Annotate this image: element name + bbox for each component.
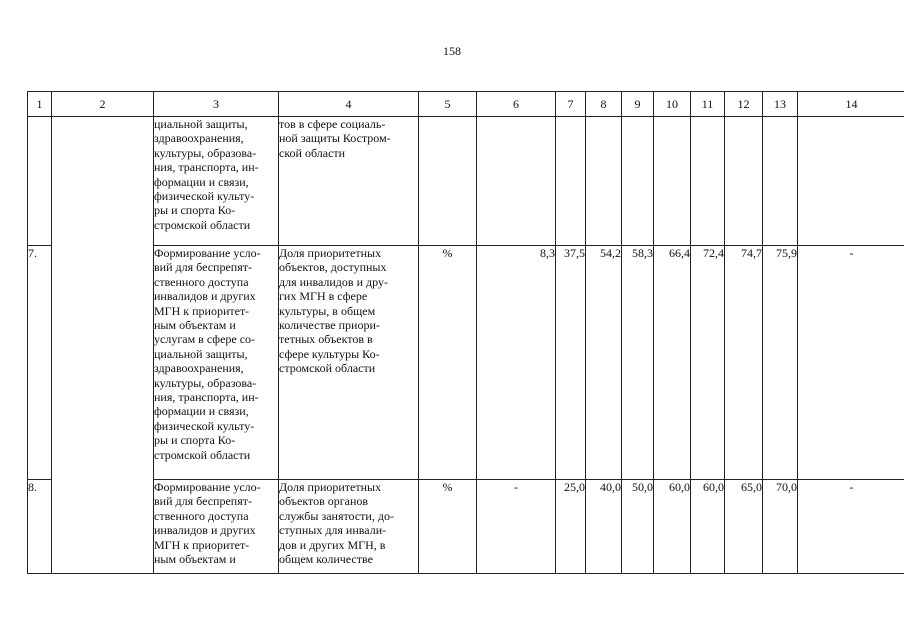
year-value-cell: 40,0 [586, 480, 622, 574]
note-cell: - [798, 480, 904, 574]
measure-line: ным объектам и [154, 552, 236, 567]
measure-line: инвалидов и других [154, 289, 256, 304]
year-value-cell: 37,5 [556, 246, 586, 480]
measure-line: стромской области [154, 447, 251, 462]
measure-line: формации и связи, [154, 174, 249, 189]
year-value-cell: 66,4 [654, 246, 691, 480]
indicator-line: тетных объектов в [279, 332, 373, 347]
row-number-cell: 7. [28, 246, 52, 480]
year-value-cell: 54,2 [586, 246, 622, 480]
indicator-line: гих МГН в сфере [279, 289, 368, 304]
indicator-line: стромской области [279, 361, 376, 376]
measure-line: Формирование усло- [154, 480, 261, 494]
indicator-line: культуры, в общем [279, 303, 376, 318]
column-header: 8 [586, 92, 622, 117]
base-value-cell [477, 117, 556, 246]
measure-line: Формирование усло- [154, 246, 261, 260]
indicator-line: тов в сфере социаль- [279, 117, 386, 131]
table-row [28, 246, 904, 480]
year-value-cell [556, 117, 586, 246]
measure-line: ры и спорта Ко- [154, 433, 236, 448]
year-value-cell: 58,3 [622, 246, 654, 480]
indicator-line: объектов органов [279, 494, 369, 509]
indicator-line: общем количестве [279, 552, 373, 567]
column-header: 5 [419, 92, 477, 117]
note-cell [798, 117, 904, 246]
year-value-cell [691, 117, 725, 246]
column-header: 12 [725, 92, 763, 117]
indicator-line: количестве приори- [279, 318, 380, 333]
note-cell: - [798, 246, 904, 480]
measure-line: ственного доступа [154, 508, 249, 523]
column-header: 7 [556, 92, 586, 117]
indicator-cell [279, 480, 419, 574]
measure-line: МГН к приоритет- [154, 303, 250, 318]
indicator-line: Доля приоритетных [279, 480, 382, 494]
year-value-cell [725, 117, 763, 246]
column-header: 6 [477, 92, 556, 117]
row-number-cell: 8. [28, 480, 52, 574]
measure-line: здравоохранения, [154, 131, 244, 146]
base-value-cell: 8,3 [477, 246, 556, 480]
measure-line: циальной защиты, [154, 346, 248, 361]
indicator-line: объектов, доступных [279, 260, 387, 275]
column-header: 9 [622, 92, 654, 117]
indicator-line: ной защиты Костром- [279, 131, 391, 146]
column-header: 3 [154, 92, 279, 117]
indicator-cell [279, 117, 419, 246]
measure-line: вий для беспрепят- [154, 260, 252, 275]
column-header: 14 [798, 92, 904, 117]
table-row [28, 117, 904, 246]
measure-line: культуры, образова- [154, 145, 257, 160]
unit-cell: % [419, 246, 477, 480]
column-header: 11 [691, 92, 725, 117]
year-value-cell: 65,0 [725, 480, 763, 574]
task-cell [52, 117, 154, 574]
indicator-line: ской области [279, 145, 346, 160]
row-number-cell [28, 117, 52, 246]
indicator-line: ступных для инвали- [279, 523, 387, 538]
year-value-cell: 75,9 [763, 246, 798, 480]
measure-cell [154, 117, 279, 246]
year-value-cell: 74,7 [725, 246, 763, 480]
base-value-cell: - [477, 480, 556, 574]
measure-line: ния, транспорта, ин- [154, 160, 259, 175]
column-header: 10 [654, 92, 691, 117]
measure-line: формации и связи, [154, 404, 249, 419]
year-value-cell: 72,4 [691, 246, 725, 480]
year-value-cell [622, 117, 654, 246]
measure-line: ным объектам и [154, 318, 236, 333]
measure-line: ственного доступа [154, 274, 249, 289]
year-value-cell: 50,0 [622, 480, 654, 574]
indicator-line: Доля приоритетных [279, 246, 382, 260]
column-header: 13 [763, 92, 798, 117]
measure-line: физической культу- [154, 189, 255, 204]
measure-line: ры и спорта Ко- [154, 203, 236, 218]
year-value-cell: 70,0 [763, 480, 798, 574]
page-number: 158 [443, 44, 461, 58]
measure-line: вий для беспрепят- [154, 494, 252, 509]
measure-cell [154, 480, 279, 574]
year-value-cell: 60,0 [654, 480, 691, 574]
measure-line: культуры, образова- [154, 375, 257, 390]
measure-line: физической культу- [154, 418, 255, 433]
year-value-cell: 25,0 [556, 480, 586, 574]
column-header: 4 [279, 92, 419, 117]
measure-line: МГН к приоритет- [154, 537, 250, 552]
indicator-line: дов и других МГН, в [279, 537, 386, 552]
unit-cell [419, 117, 477, 246]
year-value-cell [763, 117, 798, 246]
measure-line: услугам в сфере со- [154, 332, 256, 347]
indicator-cell [279, 246, 419, 480]
indicator-line: для инвалидов и дру- [279, 274, 388, 289]
table-row [28, 480, 904, 574]
year-value-cell [654, 117, 691, 246]
indicator-line: сфере культуры Ко- [279, 346, 380, 361]
indicator-line: службы занятости, до- [279, 508, 394, 523]
measure-cell [154, 246, 279, 480]
measure-line: стромской области [154, 217, 251, 232]
column-header: 1 [28, 92, 52, 117]
year-value-cell [586, 117, 622, 246]
program-indicators-table [27, 91, 904, 574]
measure-line: инвалидов и других [154, 523, 256, 538]
measure-line: ния, транспорта, ин- [154, 390, 259, 405]
column-number-header-row [28, 92, 904, 117]
measure-line: здравоохранения, [154, 361, 244, 376]
unit-cell: % [419, 480, 477, 574]
measure-line: циальной защиты, [154, 117, 248, 131]
column-header: 2 [52, 92, 154, 117]
year-value-cell: 60,0 [691, 480, 725, 574]
